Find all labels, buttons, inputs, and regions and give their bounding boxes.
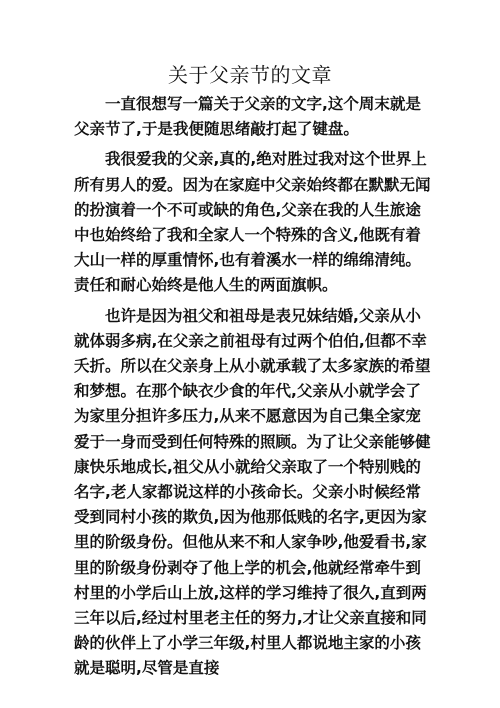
paragraph: 一直很想写一篇关于父亲的文字,这个周末就是父亲节了,于是我便随思绪敲打起了键盘。: [74, 95, 421, 139]
document-title: 关于父亲节的文章: [168, 63, 332, 87]
paragraph: 我很爱我的父亲,真的,绝对胜过我对这个世界上所有男人的爱。因为在家庭中父亲始终都在默默无闻的扮演着一个不可或缺的角色,父亲在我的人生旅途中也始终给了我和全家人一个特殊的含义,他既有着大山一样的厚重情怀,也有着溪水一样的绵绵清纯。责任和耐心始终是他人生的两面旗帜。: [74, 150, 431, 295]
document-body: [74, 92, 434, 682]
paragraph: 也许是因为祖父和祖母是表兄妹结婚,父亲从小就体弱多病,在父亲之前祖母有过两个伯伯,但都不幸夭折。所以在父亲身上从小就承载了太多家族的希望和梦想。在那个缺衣少食的年代,父亲从小就学会了为家里分担许多压力,从来不愿意因为自己集全家宠爱于一身而受到任何特殊的照顾。为了让父亲能够健康快乐地成长,祖父从小就给父亲取了一个特别贱的名字,老人家都说这样的小孩命长。父亲小时候经常受到同村小孩的欺负,因为他那低贱的名字,更因为家里的阶级身份。但他从来不和人家争吵,他爱看书,家里的阶级身份剥夺了他上学的机会,他就经常牵牛到村里的小学后山上放,这样的学习维持了很久,直到两三年以后,经过村里老主任的努力,才让父亲直接和同龄的伙伴上了小学三年级,村里人都说地主家的小孩就是聪明,尽管是直接: [74, 306, 431, 678]
